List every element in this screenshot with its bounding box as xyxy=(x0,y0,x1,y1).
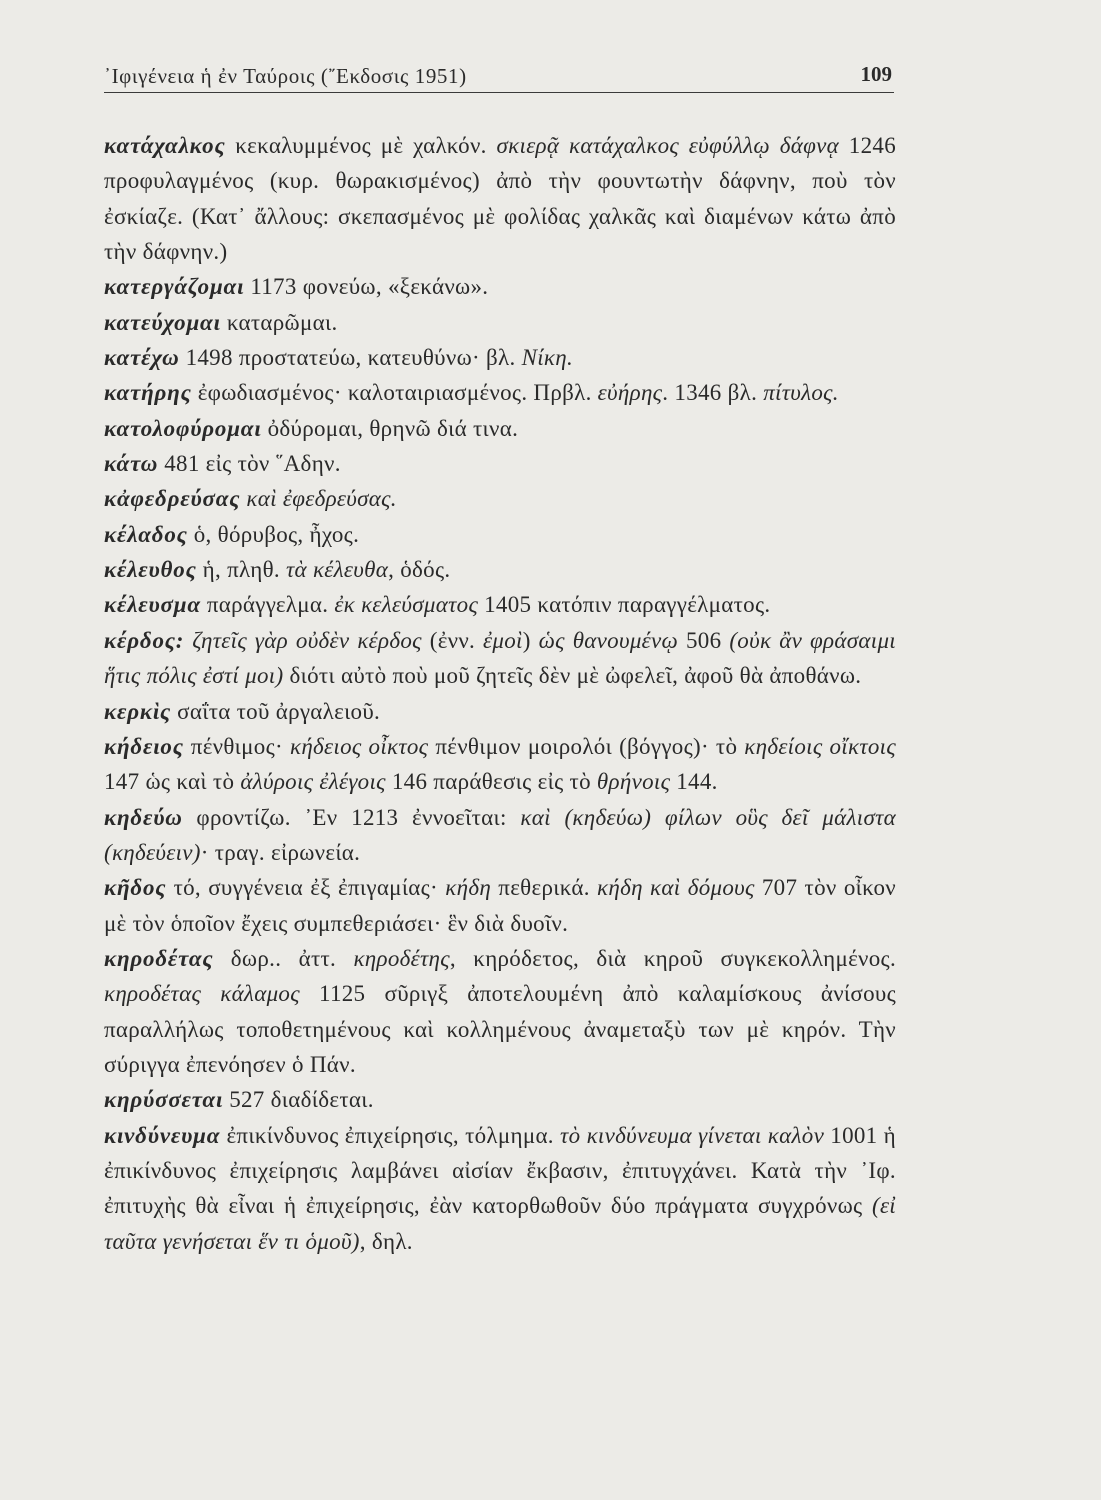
entry-definition: 147 ὡς καὶ τὸ xyxy=(104,769,241,795)
entry-definition: ἐφωδιασμένος· καλοταιριασμένος. Πρβλ. xyxy=(191,380,598,406)
entry-definition: ὀδύρομαι, θρηνῶ διά τινα. xyxy=(261,415,519,441)
entry-definition: ὁ, θόρυβος, ἦχος. xyxy=(187,521,360,547)
entry-definition: , δηλ. xyxy=(359,1228,413,1254)
entry-headword: κατεύχομαι xyxy=(104,309,221,335)
entry-definition: , ὁδός. xyxy=(388,557,451,583)
glossary-entry xyxy=(104,481,896,516)
glossary-entry xyxy=(104,411,896,446)
entry-definition: καταρῶμαι. xyxy=(220,309,338,335)
entry-definition: . 1346 βλ. xyxy=(662,380,764,406)
entry-headword: κἀφεδρεύσας xyxy=(104,486,241,512)
entry-headword: κινδύνευμα xyxy=(104,1122,221,1148)
entry-headword: κῆδος xyxy=(104,875,167,901)
glossary-entry xyxy=(104,729,896,800)
entry-quotation: κηροδέτης xyxy=(353,945,450,971)
entry-definition: σαΐτα τοῦ ἀργαλειοῦ. xyxy=(171,698,381,724)
entry-quotation: ἐκ κελεύσματος xyxy=(334,592,479,618)
entry-quotation: κηδείοις οἴκτοις xyxy=(744,733,896,759)
entry-definition: πεθερικά. xyxy=(491,875,598,901)
entry-quotation: θρήνοις xyxy=(596,769,671,795)
entry-quotation: καὶ (κηδεύω) φίλων οὓς δεῖ μάλιστα (κηδεύειν) xyxy=(104,804,896,865)
entry-definition: 1173 φονεύω, «ξεκάνω». xyxy=(244,274,489,300)
entry-quotation: τὰ κέλευθα xyxy=(286,557,389,583)
glossary-entry xyxy=(104,305,896,340)
glossary-entry xyxy=(104,587,896,622)
entry-headword: κατέχω xyxy=(104,345,180,371)
glossary-entry xyxy=(104,694,896,729)
entry-definition: ἐπικίνδυνος ἐπιχείρησις, τόλμημα. xyxy=(220,1122,561,1148)
entry-headword: κέλευθος xyxy=(104,557,197,583)
entry-definition: 1001 ἡ ἐπικίνδυνος ἐπιχείρησις λαμβάνει αἰσίαν ἔκβασιν, ἐπιτυγχάνει. Κατὰ τὴν ᾿Ιφ. ἐπιτυχὴς θὰ εἶναι ἡ ἐπιχείρησις, ἐὰν κατορθωθοῦν δύο πράγματα συγχρόνως xyxy=(104,1122,896,1219)
entry-quotation: (οὐκ ἂν φράσαιμι ἥτις πόλις ἐστί μοι) xyxy=(104,627,896,689)
entry-quotation: εὐήρης xyxy=(597,380,663,406)
running-header xyxy=(104,62,894,93)
entry-definition: 481 εἰς τὸν ῞Αδην. xyxy=(158,451,341,477)
entry-quotation: Νίκη. xyxy=(521,345,574,371)
entry-definition: 707 τὸν οἶκον μὲ τὸν ὁποῖον ἔχεις συμπεθεριάσει· ἓν διὰ δυοῖν. xyxy=(104,875,896,936)
entry-quotation: ὡς θανουμένῳ xyxy=(538,627,679,653)
entry-headword: κάτω xyxy=(104,451,159,477)
entry-quotation: κήδειος οἶκτος xyxy=(289,733,429,759)
entry-definition: παράγγελμα. xyxy=(200,592,335,618)
entry-quotation: κηροδέτας κάλαμος xyxy=(104,981,300,1007)
entry-definition: 1125 σῦριγξ ἀποτελουμένη ἀπὸ καλαμίσκους ἀνίσους παραλλήλως τοποθετημένους καὶ κολλημένους ἀναμεταξὺ των μὲ κηρόν. Τὴν σύριγγα ἐπενόησεν ὁ Πάν. xyxy=(104,981,896,1077)
entry-quotation: τὸ κινδύνευμα γίνεται καλὸν xyxy=(560,1122,825,1148)
entry-headword: κήδειος xyxy=(104,733,184,759)
entry-definition xyxy=(184,628,192,653)
entry-headword: κατήρης xyxy=(104,380,192,406)
entry-definition: 144. xyxy=(670,769,718,795)
entry-definition: φροντίζω. ᾿Εν 1213 ἐννοεῖται: xyxy=(182,804,521,830)
entry-definition: τό, συγγένεια ἐξ ἐπιγαμίας· xyxy=(166,875,446,901)
glossary-entry xyxy=(104,870,896,941)
entry-quotation: κήδη καὶ δόμους xyxy=(597,875,755,901)
entry-quotation: ἐμοὶ xyxy=(483,627,523,653)
glossary-entry xyxy=(104,517,896,552)
glossary-entry xyxy=(104,800,896,871)
entry-quotation: καὶ ἐφεδρεύσας. xyxy=(246,486,397,512)
entry-definition: 506 xyxy=(678,627,730,653)
entry-headword: κατολοφύρομαι xyxy=(104,415,262,441)
entry-definition: πένθιμος· xyxy=(183,733,290,759)
glossary-entry xyxy=(104,128,896,269)
running-title: ᾿Ιφιγένεια ἡ ἐν Ταύροις (῎Εκδοσις 1951) xyxy=(104,64,467,88)
entry-quotation: σκιερᾷ κατάχαλκος εὐφύλλῳ δάφνᾳ xyxy=(496,133,840,158)
glossary-entry xyxy=(104,1082,896,1117)
entry-quotation: (εἰ ταῦτα γενήσεται ἕν τι ὁμοῦ) xyxy=(104,1193,896,1254)
entry-headword: κέλευσμα xyxy=(104,592,201,618)
glossary-entry xyxy=(104,446,896,481)
glossary-entry xyxy=(104,269,896,304)
entry-definition: (ἐνν. xyxy=(421,627,484,653)
entry-definition: 1246 προφυλαγμένος (κυρ. θωρακισμένος) ἀπὸ τὴν φουντωτὴν δάφνην, ποὺ τὸν ἐσκίαζε. (Κατ᾽ ἄλλους: σκεπασμένος μὲ φολίδας χαλκᾶς καὶ διαμένων κάτω ἀπὸ τὴν δάφνην.) xyxy=(104,133,896,265)
entry-definition: · τραγ. εἰρωνεία. xyxy=(200,839,361,865)
glossary-entry xyxy=(104,941,896,1082)
glossary-entry xyxy=(104,623,896,694)
entry-quotation: κήδη xyxy=(445,875,492,901)
entry-definition: πένθιμον μοιρολόι (βόγγος)· τὸ xyxy=(428,733,745,759)
entry-definition: 527 διαδίδεται. xyxy=(223,1087,374,1113)
entry-definition: ) xyxy=(522,627,539,653)
entry-headword: κέλαδος xyxy=(104,521,188,547)
entry-definition: , κηρόδετος, διὰ κηροῦ συγκεκολλημένος. xyxy=(449,945,896,971)
page-number: 109 xyxy=(860,62,892,86)
entry-definition: διότι αὐτὸ ποὺ μοῦ ζητεῖς δὲν μὲ ὠφελεῖ, ἀφοῦ θὰ ἀποθάνω. xyxy=(283,663,862,689)
entry-headword: κερκὶς xyxy=(104,698,172,724)
entry-definition: 1405 κατόπιν παραγγέλματος. xyxy=(478,592,771,618)
entry-headword: κηρύσσεται xyxy=(104,1087,224,1113)
entry-definition: κεκαλυμμένος μὲ χαλκόν. xyxy=(225,133,497,158)
entry-definition: ἡ, πληθ. xyxy=(196,557,287,583)
entry-headword: κηροδέτας xyxy=(104,945,214,971)
entry-definition: 146 παράθεσις εἰς τὸ xyxy=(385,769,597,795)
entry-definition: δωρ.. ἀττ. xyxy=(213,945,354,971)
entry-headword: κατεργάζομαι xyxy=(104,274,245,300)
glossary-entry xyxy=(104,340,896,375)
glossary-entry xyxy=(104,375,896,410)
glossary-entry xyxy=(104,1118,896,1259)
entry-definition: 1498 προστατεύω, κατευθύνω· βλ. xyxy=(179,345,522,371)
entry-headword: κατάχαλκος xyxy=(104,133,226,158)
entry-quotation: ἀλύροις ἐλέγοις xyxy=(240,769,386,795)
entry-headword: κέρδος: xyxy=(104,627,185,653)
entry-quotation: ζητεῖς γὰρ οὐδὲν κέρδος xyxy=(192,627,422,653)
entry-headword: κηδεύω xyxy=(104,804,183,830)
entry-quotation: πίτυλος. xyxy=(763,380,839,406)
glossary-body xyxy=(104,128,896,1259)
glossary-entry xyxy=(104,552,896,587)
